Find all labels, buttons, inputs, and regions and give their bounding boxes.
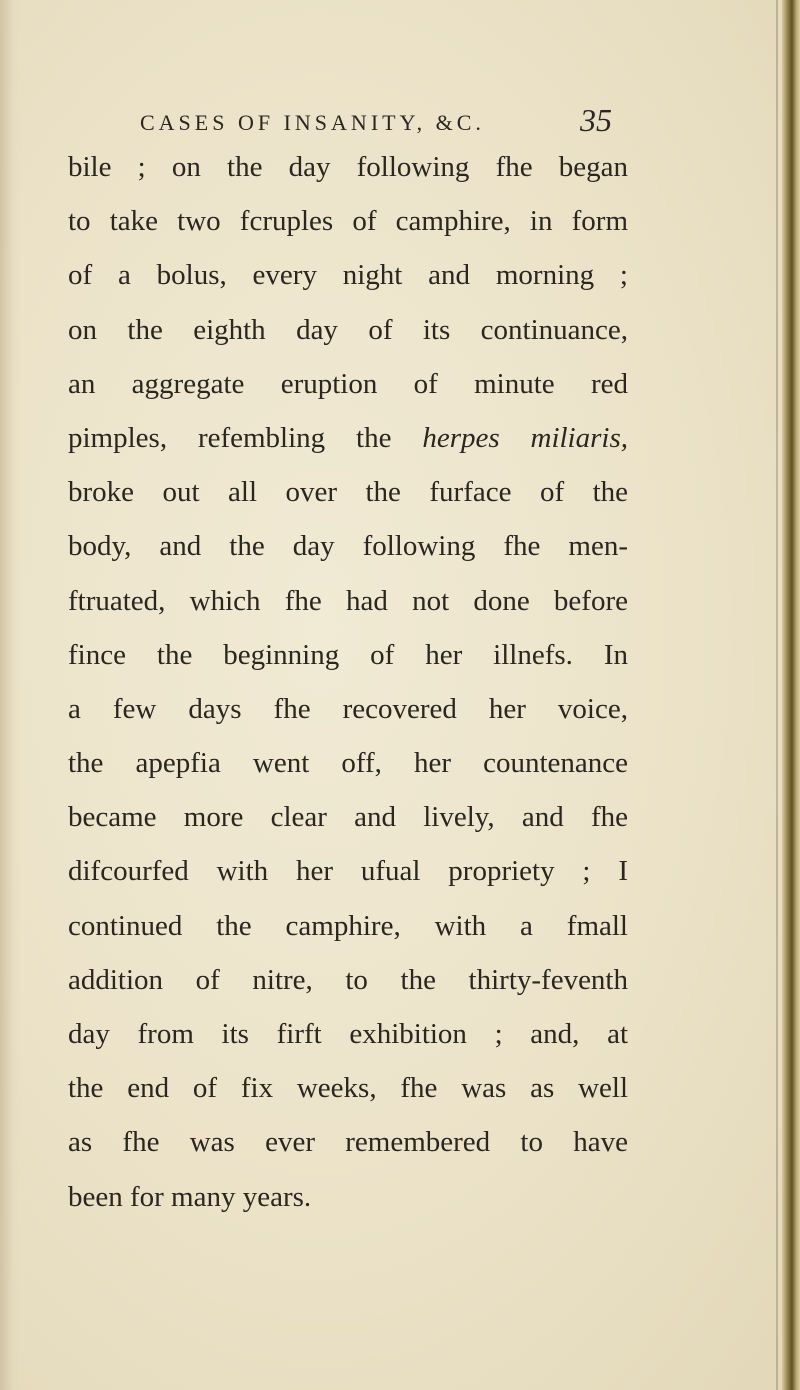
text-line: day from its firft exhibition ; and, at [68, 1018, 628, 1050]
text-segment: pimples, refembling the [68, 421, 423, 454]
text-line: as fhe was ever remembered to have [68, 1126, 628, 1159]
text-line: became more clear and lively, and fhe [68, 801, 628, 834]
body-text [68, 140, 628, 1224]
page-edge-shadow [0, 0, 22, 1390]
text-line: the end of fix weeks, fhe was as well [68, 1072, 628, 1105]
italic-term: herpes miliaris, [422, 421, 628, 454]
page-number: 35 [580, 102, 612, 138]
text-line: of a bolus, every night and morning ; [68, 259, 628, 292]
text-line: on the eighth day of its continuance, [68, 313, 628, 346]
text-line: the apepfia went off, her countenance [68, 747, 628, 780]
gutter-line [776, 0, 778, 1390]
text-line: continued the camphire, with a fmall [68, 909, 628, 942]
text-line: broke out all over the furface of the [68, 476, 628, 509]
text-line: body, and the day following fhe men- [68, 530, 628, 563]
text-line: an aggregate eruption of minute red [68, 367, 628, 400]
text-line: addition of nitre, to the thirty-feventh [68, 963, 628, 996]
text-line: fince the beginning of her illnefs. In [68, 638, 628, 671]
text-line: ftruated, which fhe had not done before [68, 584, 628, 617]
page-header [140, 96, 640, 146]
text-line: bile ; on the day following fhe began [68, 151, 628, 183]
book-gutter [782, 0, 800, 1390]
text-line: difcourfed with her ufual propriety ; I [68, 855, 628, 888]
text-line: been for many years. [68, 1180, 312, 1213]
text-line: to take two fcruples of camphire, in form [68, 205, 628, 238]
text-line: a few days fhe recovered her voice, [68, 692, 628, 725]
running-head: CASES OF INSANITY, &C. [140, 110, 485, 135]
text-line-with-italic [68, 411, 628, 465]
